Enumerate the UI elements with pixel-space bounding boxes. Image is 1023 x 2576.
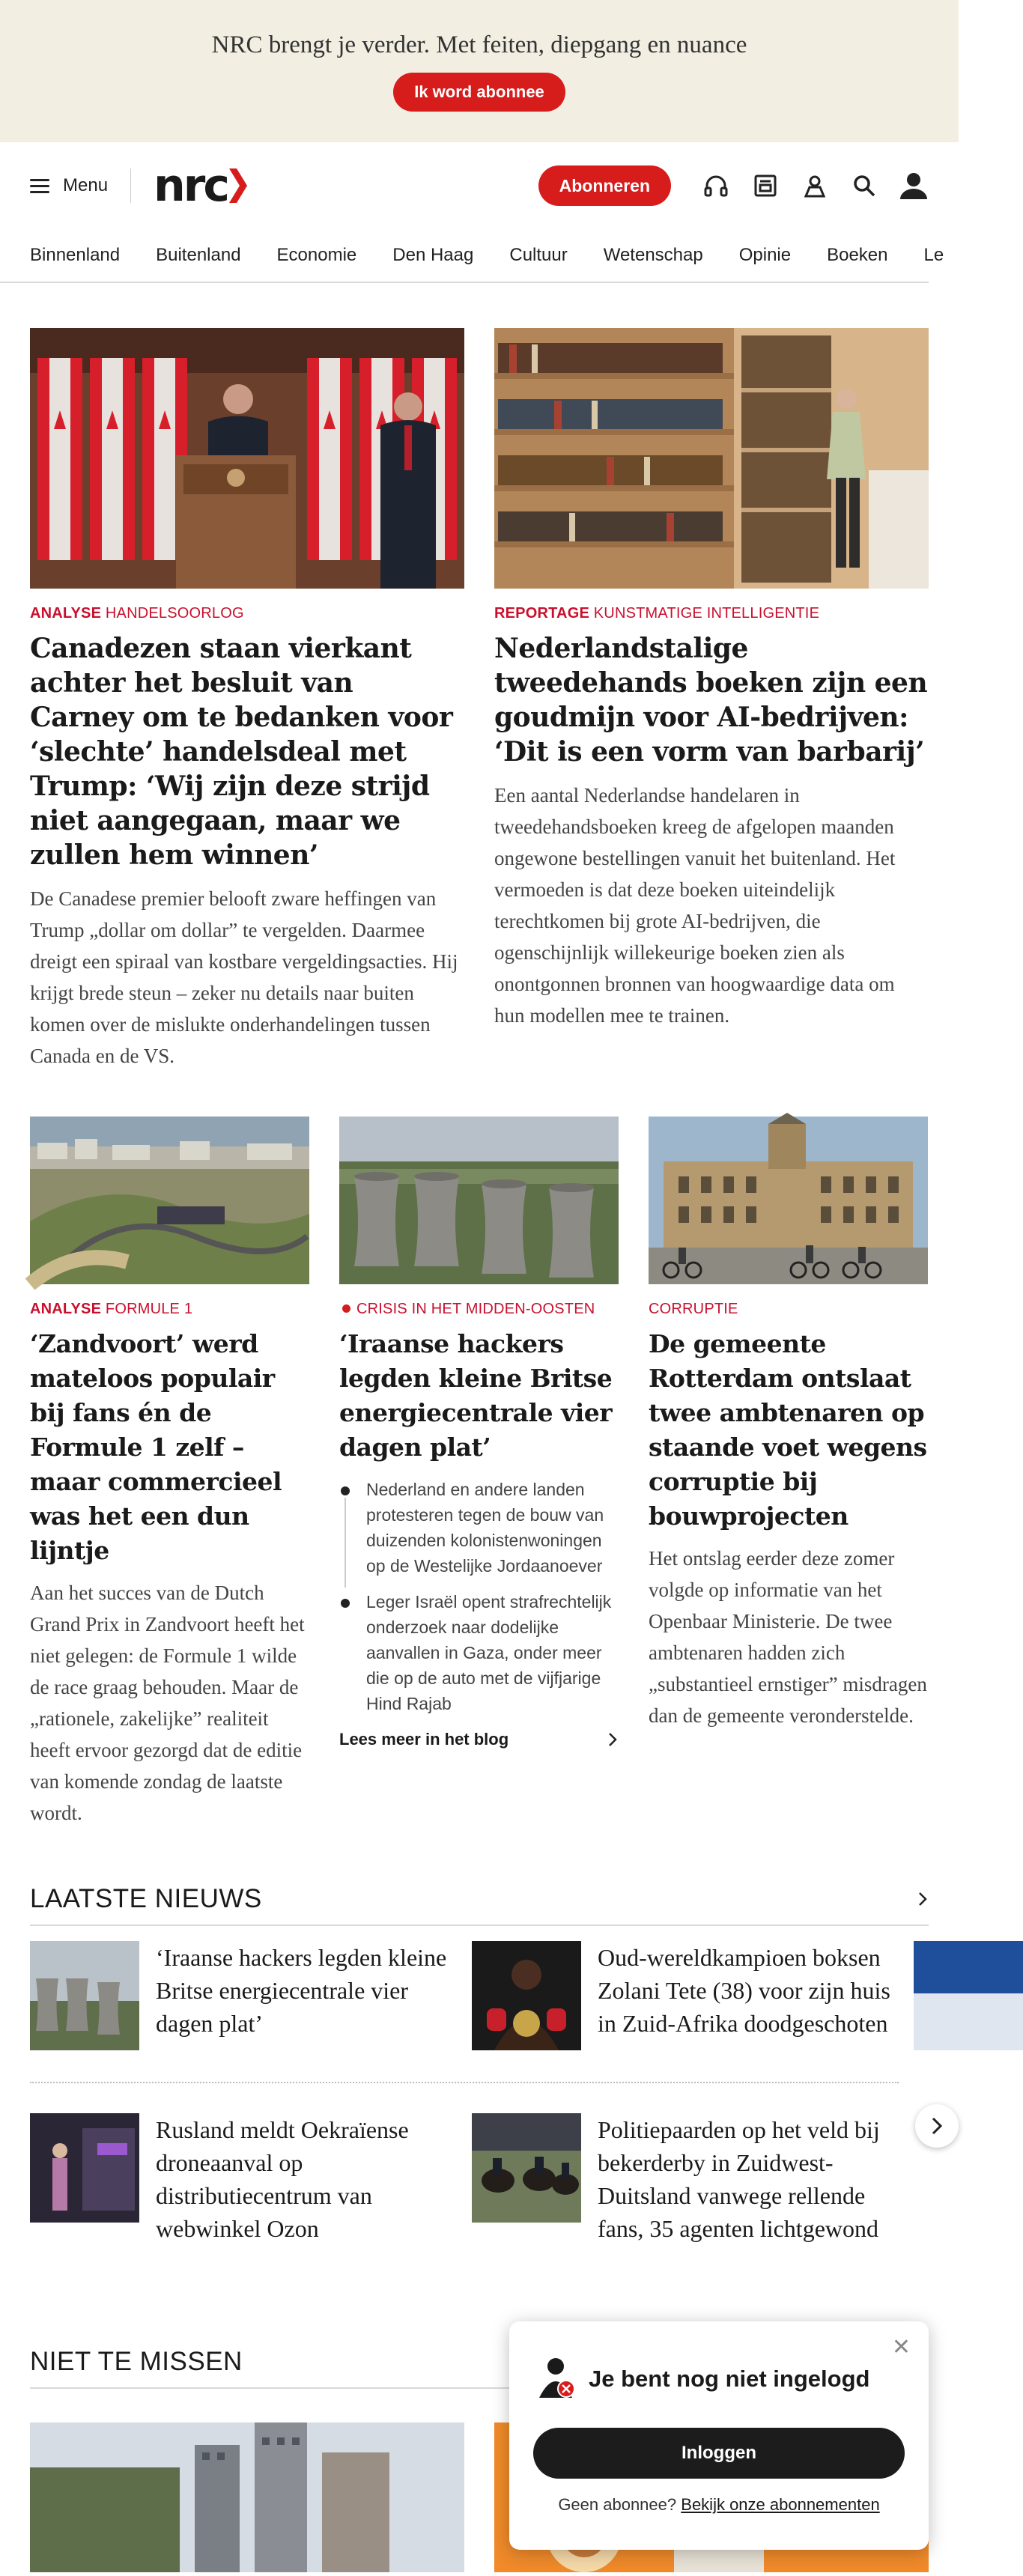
popup-footer bbox=[533, 2495, 905, 2515]
article-lede: Het ontslag eerder deze zomer volgde op informatie van het Openbaar Ministerie. De twee ambtenaren hadden zich „substantieel ernstiger” misdragen dan de gemeente veronderstelde. bbox=[649, 1547, 927, 1727]
latest-news-item[interactable] bbox=[30, 2113, 449, 2245]
read-more-blog-link[interactable] bbox=[339, 1730, 619, 1749]
user-icon[interactable] bbox=[899, 171, 929, 201]
article-card-carney[interactable] bbox=[30, 328, 464, 1072]
article-card-rotterdam[interactable] bbox=[649, 1117, 928, 1829]
article-lede: Aan het succes van de Dutch Grand Prix in Zandvoort heeft het niet gelegen: de Formule 1 wilde de race graag behouden. Maar de „rationele, zakelijke” realiteit heeft ervoor gezorgd dat de editie van komende zondag de laatste wordt. bbox=[30, 1582, 305, 1824]
article-kicker bbox=[339, 1301, 619, 1318]
promo-text: NRC brengt je verder. Met feiten, diepgang en nuance bbox=[211, 31, 747, 58]
read-more-label: Lees meer in het blog bbox=[339, 1730, 509, 1749]
view-subscriptions-link[interactable]: Bekijk onze abonnementen bbox=[681, 2495, 880, 2514]
kicker-category: HANDELSOORLOG bbox=[105, 605, 244, 622]
close-icon[interactable]: ✕ bbox=[891, 2335, 911, 2360]
article-kicker bbox=[30, 1301, 309, 1318]
login-popup bbox=[509, 2321, 929, 2550]
nav-item-opinie[interactable]: Opinie bbox=[738, 245, 792, 265]
power-plant-photo bbox=[339, 1117, 619, 1284]
kicker-label: ANALYSE bbox=[30, 1301, 102, 1317]
news-thumbnail bbox=[914, 1941, 1023, 2050]
latest-news-item[interactable] bbox=[30, 1941, 449, 2050]
latest-news-item[interactable] bbox=[472, 1941, 891, 2050]
article-lede: De Canadese premier belooft zware heffingen van Trump „dollar om dollar” te vergelden. Daarmee dreigt een spiraal van kostbare vergeldingsacties. Hij krijgt brede steun – zeker nu details naar buiten komen over de mislukte onderhandelingen tussen Canada en de VS. bbox=[30, 887, 458, 1067]
newspaper-icon[interactable] bbox=[750, 171, 780, 201]
article-headline[interactable]: ‘Zandvoort’ werd mateloos populair bij fans én de Formule 1 zelf – maar commercieel was het een dun lijntje bbox=[30, 1329, 282, 1565]
not-to-miss-title: NIET TE MISSEN bbox=[30, 2347, 243, 2376]
live-blog-item[interactable]: Leger Israël opent strafrechtelijk onderzoek naar dodelijke aanvallen in Gaza, onder meer die op de auto met de vijfjarige Hind Rajab bbox=[339, 1589, 619, 1716]
headphones-icon[interactable] bbox=[701, 171, 731, 201]
kicker-category: CORRUPTIE bbox=[649, 1301, 738, 1317]
nav-item-wetenschap[interactable]: Wetenschap bbox=[603, 245, 703, 265]
menu-label: Menu bbox=[63, 175, 109, 195]
logo-chevron-icon bbox=[229, 168, 247, 203]
news-thumbnail bbox=[472, 2113, 581, 2223]
article-headline[interactable]: De gemeente Rotterdam ontslaat twee ambtenaren op staande voet wegens corruptie bij bouwprojecten bbox=[649, 1329, 927, 1531]
live-blog-item[interactable]: Nederland en andere landen protesteren tegen de bouw van duizenden kolonistenwoningen op de Westelijke Jordaanoever bbox=[339, 1477, 619, 1579]
article-lede: Een aantal Nederlandse handelaren in tweedehandsboeken kreeg de afgelopen maanden ongewone bestellingen vanuit het buitenland. Het vermoeden is dat deze boeken uiteindelijk terechtkomen bij grote AI-bedrijven, die ogenschijnlijk willekeurige boeken zien als onontgonnen bronnen van hoogwaardige data om hun modellen mee te trainen. bbox=[494, 784, 896, 1027]
login-button[interactable]: Inloggen bbox=[533, 2428, 905, 2479]
news-title: Rusland meldt Oekraïense droneaanval op distributiecentrum van webwinkel Ozon bbox=[156, 2116, 409, 2242]
news-divider bbox=[30, 2082, 899, 2083]
bookshop-photo bbox=[494, 328, 929, 589]
latest-news-item-partial[interactable] bbox=[914, 1941, 959, 2050]
nav-item-economie[interactable]: Economie bbox=[276, 245, 357, 265]
article-headline[interactable]: ‘Iraanse hackers legden kleine Britse energiecentrale vier dagen plat’ bbox=[339, 1329, 613, 1462]
nav-item-cultuur[interactable]: Cultuur bbox=[509, 245, 568, 265]
kicker-category: FORMULE 1 bbox=[105, 1301, 193, 1317]
news-title: Politiepaarden op het veld bij bekerderby in Zuidwest-Duitsland vanwege rellende fans, 35 agenten lichtgewond bbox=[598, 2116, 880, 2242]
article-kicker bbox=[30, 605, 464, 622]
carney-press-photo bbox=[30, 328, 464, 589]
news-thumbnail bbox=[30, 2113, 139, 2223]
chevron-right-icon bbox=[607, 1731, 619, 1748]
rotterdam-city-hall-photo bbox=[649, 1117, 928, 1284]
section-nav bbox=[0, 229, 944, 283]
subscribe-button[interactable]: Abonneren bbox=[538, 165, 671, 206]
construction-photo[interactable] bbox=[30, 2422, 464, 2572]
no-subscriber-text: Geen abonnee? bbox=[558, 2495, 677, 2514]
zandvoort-aerial-photo bbox=[30, 1117, 309, 1284]
news-title: Oud-wereldkampioen boksen Zolani Tete (38) voor zijn huis in Zuid-Afrika doodgeschoten bbox=[598, 1944, 890, 2037]
nrc-logo[interactable] bbox=[154, 160, 247, 212]
latest-news-header[interactable] bbox=[30, 1884, 929, 1926]
latest-news-item[interactable] bbox=[472, 2113, 891, 2245]
chevron-right-icon bbox=[917, 1890, 929, 1908]
nav-item-binnenland[interactable]: Binnenland bbox=[30, 245, 121, 265]
article-headline[interactable]: Canadezen staan vierkant achter het besluit van Carney om te bedanken voor ‘slechte’ handelsdeal met Trump: ‘Wij zijn deze strijd niet aangegaan, maar we zullen hem winnen’ bbox=[30, 633, 453, 871]
nav-item-boeken[interactable]: Boeken bbox=[827, 245, 888, 265]
news-thumbnail bbox=[30, 1941, 139, 2050]
hamburger-icon bbox=[30, 179, 49, 193]
kicker-category: CRISIS IN HET MIDDEN-OOSTEN bbox=[356, 1301, 595, 1317]
user-not-logged-in-icon bbox=[533, 2356, 578, 2402]
article-card-iran-hackers[interactable] bbox=[339, 1117, 619, 1829]
popup-title: Je bent nog niet ingelogd bbox=[589, 2366, 870, 2392]
header-divider bbox=[130, 168, 131, 203]
kicker-label: ANALYSE bbox=[30, 605, 102, 622]
site-header bbox=[0, 142, 959, 229]
promo-banner bbox=[0, 0, 959, 142]
article-card-ai-books[interactable] bbox=[494, 328, 929, 1072]
latest-news-carousel bbox=[30, 1941, 959, 2300]
article-headline[interactable]: Nederlandstalige tweedehands boeken zijn een goudmijn voor AI-bedrijven: ‘Dit is een vorm van barbarij’ bbox=[494, 633, 928, 768]
news-thumbnail bbox=[472, 1941, 581, 2050]
latest-news-title: LAATSTE NIEUWS bbox=[30, 1884, 262, 1913]
menu-button[interactable] bbox=[30, 175, 108, 196]
account-icon[interactable] bbox=[800, 171, 830, 201]
logo-text: nrc bbox=[154, 160, 228, 212]
article-kicker bbox=[494, 605, 929, 622]
chevron-right-icon bbox=[930, 2115, 944, 2136]
news-title: ‘Iraanse hackers legden kleine Britse energiecentrale vier dagen plat’ bbox=[156, 1944, 447, 2037]
live-blog-updates bbox=[339, 1477, 619, 1716]
kicker-category: KUNSTMATIGE INTELLIGENTIE bbox=[593, 605, 820, 622]
become-subscriber-button[interactable]: Ik word abonnee bbox=[393, 73, 565, 112]
nav-item-buitenland[interactable]: Buitenland bbox=[156, 245, 241, 265]
nav-item-den-haag[interactable]: Den Haag bbox=[392, 245, 474, 265]
search-icon[interactable] bbox=[849, 171, 879, 201]
live-indicator-icon bbox=[342, 1304, 350, 1313]
carousel-next-button[interactable] bbox=[915, 2104, 959, 2148]
article-kicker bbox=[649, 1301, 928, 1318]
nav-item-more[interactable]: Le bbox=[923, 245, 944, 265]
article-card-zandvoort[interactable] bbox=[30, 1117, 309, 1829]
kicker-label: REPORTAGE bbox=[494, 605, 589, 622]
